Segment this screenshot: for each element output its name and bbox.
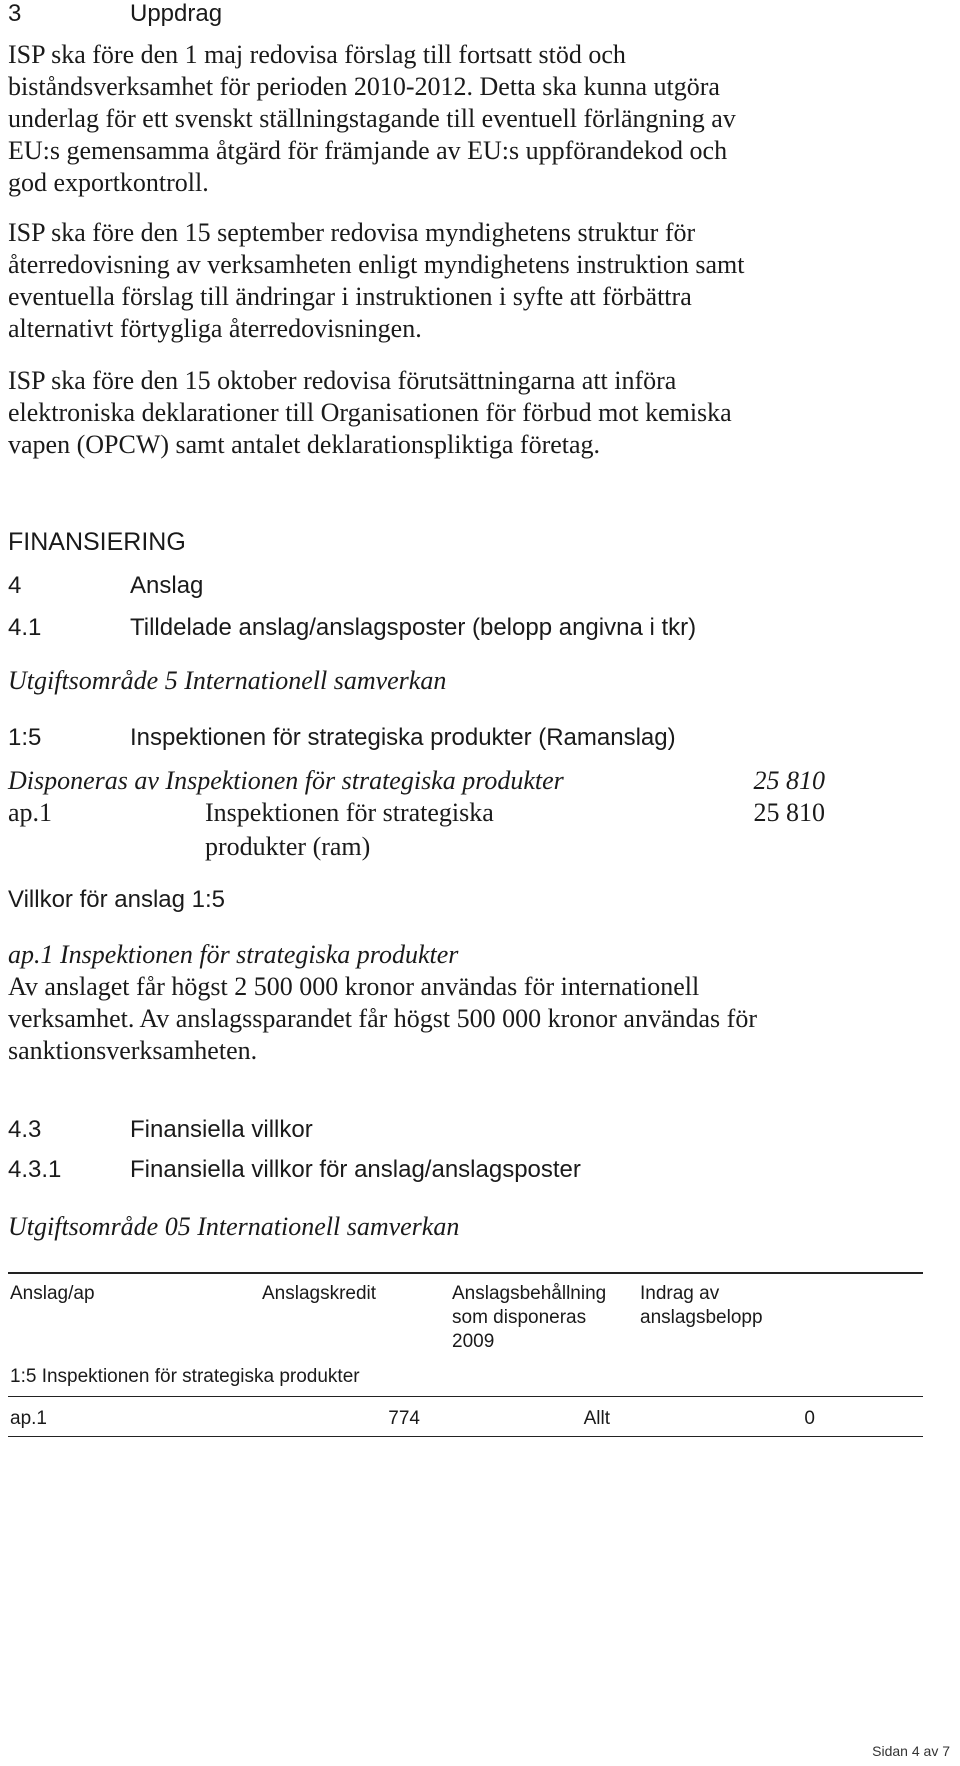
cell-behallning: Allt [583, 1408, 610, 1429]
header-line: 2009 [452, 1331, 495, 1352]
section-number: 4.3.1 [8, 1156, 62, 1183]
section-title: Finansiella villkor [130, 1116, 313, 1143]
section-number: 4 [8, 572, 22, 599]
text-line: ISP ska före den 15 september redovisa myndighetens struktur för [8, 218, 696, 247]
text-line: EU:s gemensamma åtgärd för främjande av EU:s uppförandekod och [8, 136, 728, 165]
text-line: elektroniska deklarationer till Organisationen för förbud mot kemiska [8, 398, 732, 427]
table-header-behallning [452, 1282, 606, 1354]
text-line: god exportkontroll. [8, 168, 209, 197]
header-line: som disponeras [452, 1307, 587, 1328]
section-number: 4.3 [8, 1116, 42, 1143]
page-number: Sidan 4 av 7 [872, 1743, 950, 1759]
anslag-title: Inspektionen för strategiska produkter (Ramanslag) [130, 724, 676, 751]
anslag-number: 1:5 [8, 724, 42, 751]
ap-name: Inspektionen för strategiska [205, 798, 494, 827]
table-bottom-rule [8, 1436, 923, 1437]
text-line: vapen (OPCW) samt antalet deklarationspliktiga företag. [8, 430, 601, 459]
section-title: Tilldelade anslag/anslagsposter (belopp angivna i tkr) [130, 614, 697, 641]
text-line: underlag för ett svenskt ställningstagande till eventuell förlängning av [8, 104, 736, 133]
header-line: Anslagskredit [262, 1283, 377, 1304]
text-line: sanktionsverksamheten. [8, 1036, 258, 1065]
text-line: alternativt förtygliga återredovisningen. [8, 314, 422, 343]
cell-kredit: 774 [388, 1408, 420, 1429]
villkor-ap: ap.1 Inspektionen för strategiska produkter [8, 940, 459, 969]
text-line: ISP ska före den 1 maj redovisa förslag till fortsatt stöd och [8, 40, 626, 69]
section-number: 3 [8, 0, 22, 27]
text-line: ISP ska före den 15 oktober redovisa förutsättningarna att införa [8, 366, 677, 395]
disponeras-label: Disponeras av Inspektionen för strategiska produkter [8, 766, 564, 795]
header-line: anslagsbelopp [640, 1307, 763, 1328]
table-header-kredit [262, 1282, 376, 1306]
text-line: eventuella förslag till ändringar i instruktionen i syfte att förbättra [8, 282, 692, 311]
table-group-label: 1:5 Inspektionen för strategiska produkter [10, 1366, 360, 1387]
text-line: biståndsverksamhet för perioden 2010-2012. Detta ska kunna utgöra [8, 72, 720, 101]
villkor-heading: Villkor för anslag 1:5 [8, 886, 226, 913]
cell-indrag: 0 [804, 1408, 815, 1429]
disponeras-amount: 25 810 [753, 766, 825, 795]
header-line: Anslagsbehållning [452, 1283, 607, 1304]
header-line: Anslag/ap [10, 1283, 95, 1304]
section-title: Finansiella villkor för anslag/anslagsposter [130, 1156, 581, 1183]
section-title: Anslag [130, 572, 204, 599]
table-top-rule [8, 1272, 923, 1274]
table-row-rule [8, 1396, 923, 1397]
ap-label: ap.1 [8, 798, 53, 827]
table-header-anslag [10, 1282, 95, 1306]
text-line: Av anslaget får högst 2 500 000 kronor användas för internationell [8, 972, 700, 1001]
text-line: verksamhet. Av anslagssparandet får högst 500 000 kronor användas för [8, 1004, 757, 1033]
text-line: återredovisning av verksamheten enligt myndighetens instruktion samt [8, 250, 745, 279]
header-line: Indrag av [640, 1283, 720, 1304]
ap-amount: 25 810 [753, 798, 825, 827]
expenditure-area: Utgiftsområde 05 Internationell samverkan [8, 1212, 460, 1241]
cell-ap: ap.1 [10, 1408, 47, 1429]
finansiering-heading: FINANSIERING [8, 528, 186, 556]
ap-name: produkter (ram) [205, 832, 371, 861]
section-title: Uppdrag [130, 0, 223, 27]
table-header-indrag [640, 1282, 763, 1330]
section-number: 4.1 [8, 614, 42, 641]
expenditure-area: Utgiftsområde 5 Internationell samverkan [8, 666, 447, 695]
